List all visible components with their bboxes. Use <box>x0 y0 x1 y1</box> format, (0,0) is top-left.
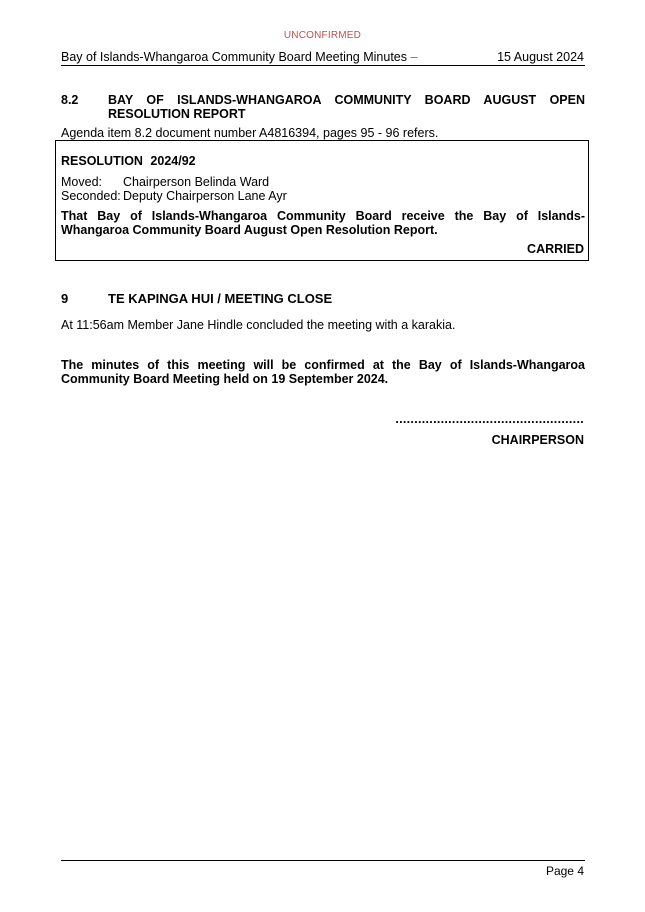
unconfirmed-watermark: UNCONFIRMED <box>283 30 362 41</box>
meeting-close-text: At 11:56am Member Jane Hindle concluded the meeting with a karakia. <box>61 318 456 332</box>
confirmation-note: The minutes of this meeting will be confirmed at the Bay of Islands-Whangaroa Community Board Meeting held on 19 September 2024. <box>61 358 585 386</box>
header-dash: – <box>410 50 418 64</box>
resolution-status: CARRIED <box>527 242 584 256</box>
resolution-heading: RESOLUTION 2024/92 <box>61 154 196 168</box>
header-title-text: Bay of Islands-Whangaroa Community Board Meeting Minutes <box>61 50 407 64</box>
agenda-reference: Agenda item 8.2 document number A4816394, pages 95 - 96 refers. <box>61 126 439 140</box>
header-title <box>61 50 417 64</box>
seconded-value: Deputy Chairperson Lane Ayr <box>123 189 287 203</box>
header-date: 15 August 2024 <box>497 50 584 64</box>
resolution-text: That Bay of Islands-Whangaroa Community Board receive the Bay of Islands-Whangaroa Community Board August Open Resolution Report. <box>61 209 585 237</box>
section-8-2-title-line2: RESOLUTION REPORT <box>108 107 246 121</box>
signature-label: CHAIRPERSON <box>491 433 584 447</box>
section-9-title: TE KAPINGA HUI / MEETING CLOSE <box>108 291 333 306</box>
moved-label: Moved: <box>61 175 102 189</box>
section-8-2-title-line1: BAY OF ISLANDS-WHANGAROA COMMUNITY BOARD AUGUST OPEN <box>108 93 585 107</box>
section-9-number: 9 <box>61 291 69 306</box>
section-8-2-number: 8.2 <box>61 93 79 107</box>
signature-line: .................................................. <box>395 412 584 426</box>
footer-divider <box>61 860 585 861</box>
page-number: Page 4 <box>545 864 584 878</box>
moved-value: Chairperson Belinda Ward <box>123 175 270 189</box>
header-divider <box>61 65 585 66</box>
seconded-label: Seconded: <box>61 189 121 203</box>
